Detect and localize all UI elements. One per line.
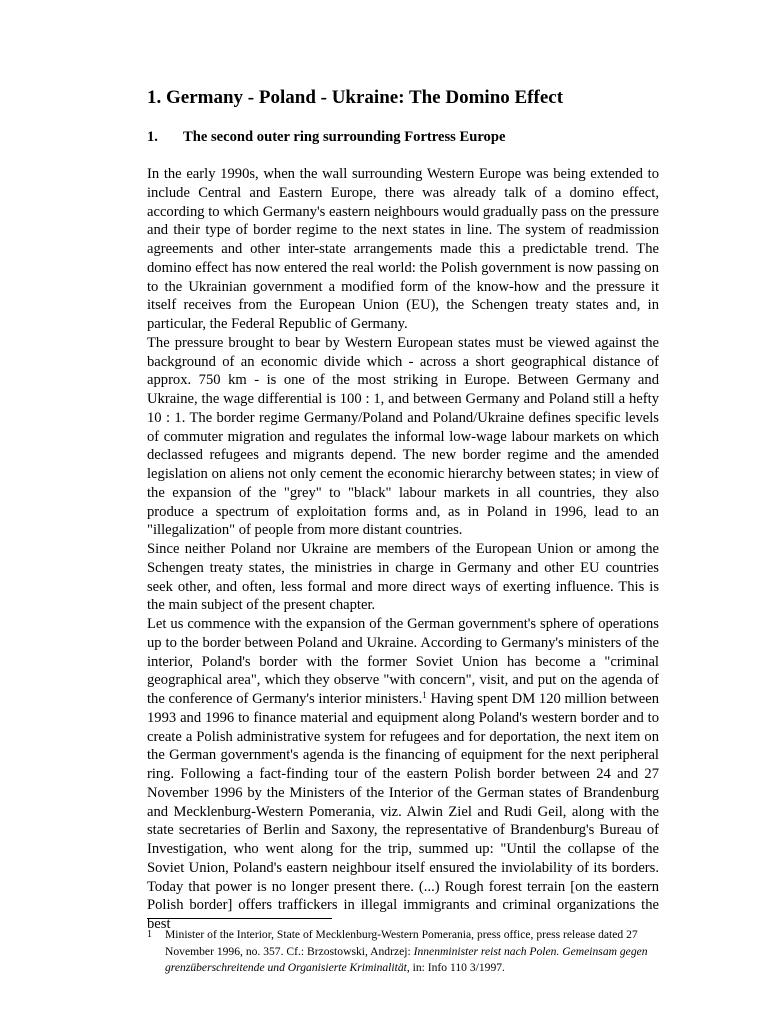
document-page bbox=[147, 86, 659, 934]
paragraph-4-part-b: Having spent DM 120 million between 1993 and 1996 to finance material and equipment along Poland's western border and to create a Polish administrative system for refugees and for deportation, the next item on the German government's agenda is the financing of equipment for the next peripheral ring. Following a fact-finding tour of the eastern Polish border between 24 and 27 November 1996 by the Ministers of the Interior of the German states of Brandenburg and Mecklenburg-Western Pomerania, viz. Alwin Ziel and Rudi Geil, along with the state secretaries of Berlin and Saxony, the representative of Brandenburg's Bureau of Investigation, who went along for the trip, summed up: "Until the collapse of the Soviet Union, Poland's eastern neighbour itself ensured the inviolability of its borders. Today that power is no longer present there. (...) Rough forest terrain [on the eastern Polish border] offers traffickers in illegal immigrants and criminal organizations the best bbox=[147, 691, 659, 932]
footnote-text-b: , in: Info 110 3/1997. bbox=[406, 961, 505, 974]
footnote-text-a: Minister of the Interior, State of Mecklenburg-Western Pomerania, press office, press release dated 27 November 1996, no. 357. Cf.: Brzostowski, Andrzej: bbox=[165, 928, 638, 958]
footnote-text bbox=[165, 927, 659, 977]
footnote-italic-title: Innenminister reist nach Polen. Gemeinsam gegen grenzüberschreitende und Organisierte Kriminalität bbox=[165, 944, 648, 974]
paragraph-4 bbox=[147, 615, 659, 934]
paragraph-1: In the early 1990s, when the wall surrounding Western Europe was being extended to include Central and Eastern Europe, there was already talk of a domino effect, according to which Germany's eastern neighbours would gradually pass on the pressure and their type of border regime to the next states in line. The system of readmission agreements and other inter-state arrangements made this a predictable trend. The domino effect has now entered the real world: the Polish government is now passing on to the Ukrainian government a modified form of the know-how and the pressure it itself receives from the European Union (EU), the Schengen treaty states and, in particular, the Federal Republic of Germany. bbox=[147, 166, 659, 332]
footnote-reference[interactable]: 1 bbox=[422, 690, 427, 700]
section-number: 1. bbox=[147, 129, 158, 145]
footnote bbox=[147, 927, 659, 977]
paragraph-3: Since neither Poland nor Ukraine are members of the European Union or among the Schengen treaty states, the ministries in charge in Germany and other EU countries seek other, and often, less formal and more direct ways of exerting influence. This is the main subject of the present chapter. bbox=[147, 541, 659, 614]
footnote-divider bbox=[147, 918, 332, 919]
paragraph-4-part-a: Let us commence with the expansion of the German government's sphere of operations up to the border between Poland and Ukraine. According to Germany's ministers of the interior, Poland's border with the former Soviet Union has become a "criminal geographical area", which they observe "with concern", visit, and put on the agenda of the conference of Germany's interior ministers. bbox=[147, 616, 659, 707]
section-title: The second outer ring surrounding Fortress Europe bbox=[183, 129, 506, 145]
section-heading bbox=[147, 127, 659, 147]
paragraph-2: The pressure brought to bear by Western European states must be viewed against the background of an economic divide which - across a short geographical distance of approx. 750 km - is one of the most striking in Europe. Between Germany and Ukraine, the wage differential is 100 : 1, and between Germany and Poland still a hefty 10 : 1. The border regime Germany/Poland and Poland/Ukraine defines specific levels of commuter migration and regulates the informal low-wage labour markets on which declassed refugees and migrants depend. The new border regime and the amended legislation on aliens not only cement the economic hierarchy between states; in view of the expansion of the "grey" to "black" labour markets in all countries, they also produce a spectrum of exploitation forms and, as in Poland in 1996, lead to an "illegalization" of people from more distant countries. bbox=[147, 334, 659, 539]
chapter-title: 1. Germany - Poland - Ukraine: The Domino Effect bbox=[147, 87, 564, 108]
footnote-number: 1 bbox=[147, 929, 152, 940]
body-text bbox=[147, 165, 659, 934]
